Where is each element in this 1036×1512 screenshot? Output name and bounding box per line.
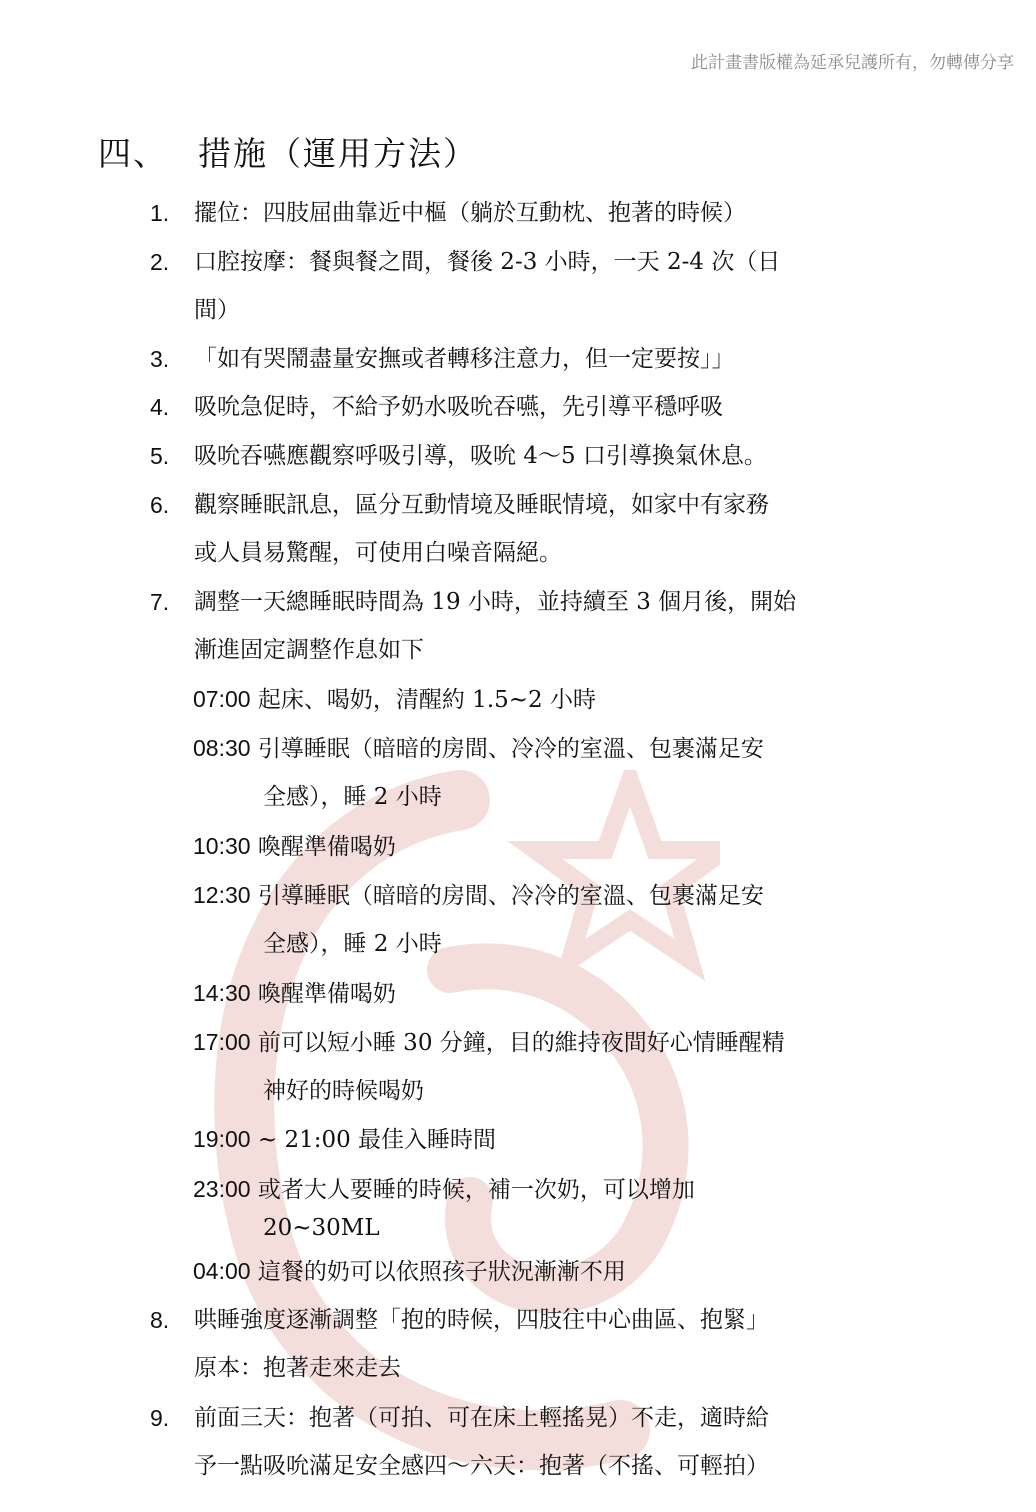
section-heading: [98, 128, 478, 175]
schedule-entry: 08:30 引導睡眠（暗暗的房間、冷冷的室溫、包裹滿足安 全感），睡 2 小時: [193, 735, 764, 810]
list-item: 9. 前面三天：抱著（可拍、可在床上輕搖晃）不走，適時給 予一點吸吮滿足安全感四～六天：抱著（不搖、可輕拍）: [150, 1405, 769, 1479]
schedule-entry: 07:00 起床、喝奶，清醒約 1.5~2 小時: [193, 686, 596, 713]
schedule-entry: 10:30 喚醒準備喝奶: [193, 833, 396, 860]
schedule-entry: 14:30 喚醒準備喝奶: [193, 980, 396, 1007]
list-item: 2. 口腔按摩：餐與餐之間，餐後 2-3 小時，一天 2-4 次（日 間）: [150, 249, 781, 323]
list-item: 8. 哄睡強度逐漸調整「抱的時候，四肢往中心曲區、抱緊」 原本：抱著走來走去: [150, 1307, 769, 1381]
schedule-entry: 04:00 這餐的奶可以依照孩子狀況漸漸不用: [193, 1258, 626, 1285]
list-item: 1. 擺位：四肢屈曲靠近中樞（躺於互動枕、抱著的時候）: [150, 200, 746, 226]
section-title: 措施（運用方法）: [198, 134, 478, 173]
list-item: 6. 觀察睡眠訊息，區分互動情境及睡眠情境，如家中有家務 或人員易驚醒，可使用白噪音隔絕。: [150, 492, 769, 566]
list-item: 5. 吸吮吞嚥應觀察呼吸引導，吸吮 4～5 口引導換氣休息。: [150, 443, 767, 469]
section-number: 四、: [98, 134, 168, 173]
copyright-watermark: 此計畫書版權為延承兒護所有，勿轉傳分享: [691, 53, 1014, 73]
schedule-entry: 23:00 或者大人要睡的時候，補一次奶，可以增加 20~30ML: [193, 1176, 695, 1241]
schedule-entry: 19:00 ~ 21:00 最佳入睡時間: [193, 1126, 497, 1153]
list-item: 4. 吸吮急促時，不給予奶水吸吮吞嚥，先引導平穩呼吸: [150, 394, 723, 420]
list-item: 7. 調整一天總睡眠時間為 19 小時，並持續至 3 個月後，開始 漸進固定調整作息如下: [150, 589, 797, 663]
list-item: 3. 「如有哭鬧盡量安撫或者轉移注意力，但一定要按」」: [150, 346, 735, 372]
schedule-entry: 17:00 前可以短小睡 30 分鐘，目的維持夜間好心情睡醒精 神好的時候喝奶: [193, 1029, 785, 1104]
schedule-entry: 12:30 引導睡眠（暗暗的房間、冷冷的室溫、包裹滿足安 全感），睡 2 小時: [193, 882, 764, 957]
